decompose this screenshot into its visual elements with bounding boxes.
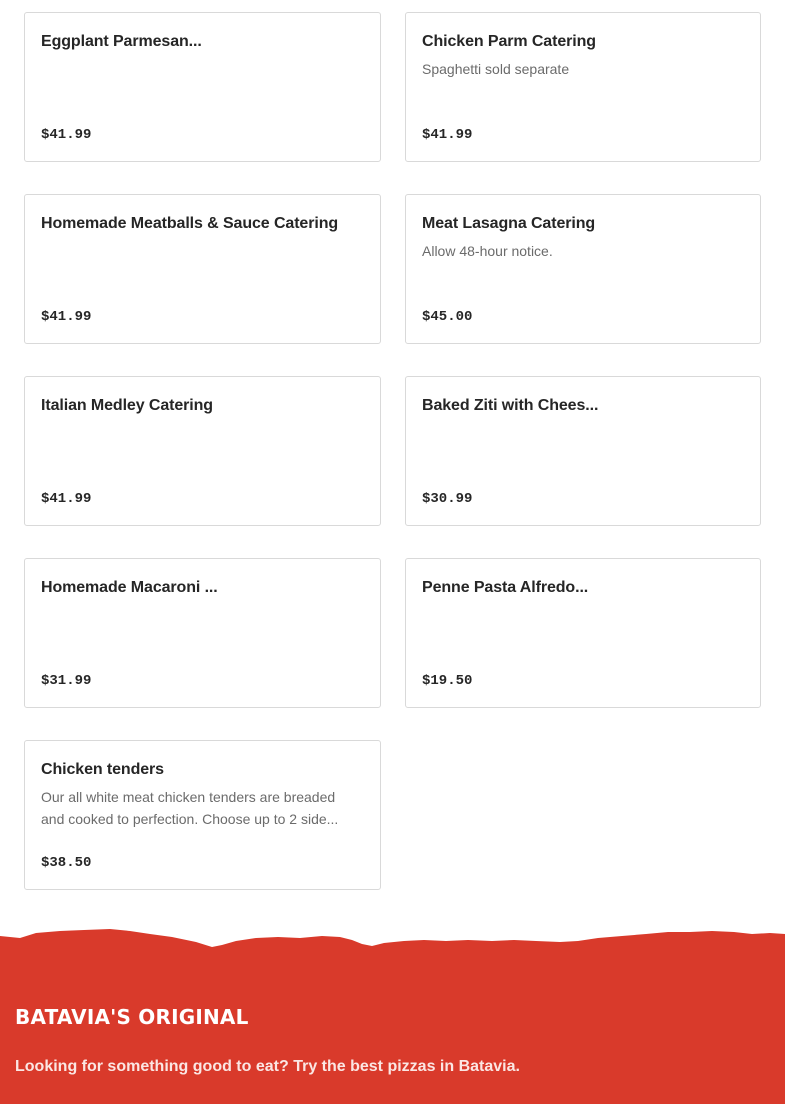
menu-item-title: Chicken Parm Catering [422,33,596,50]
torn-edge-decoration [0,928,785,958]
menu-item-card[interactable] [405,558,761,708]
menu-item-card[interactable] [405,376,761,526]
menu-item-price: $19.50 [422,673,473,689]
menu-item-card[interactable] [405,12,761,162]
torn-edge-shape [0,929,785,958]
menu-item-description: Our all white meat chicken tenders are breaded and cooked to perfection. Choose up to 2 side... [41,789,339,827]
menu-item-title: Homemade Meatballs & Sauce Catering [41,215,339,232]
menu-item-title: Meat Lasagna Catering [422,215,596,232]
footer-title: BATAVIA'S ORIGINAL [15,1005,249,1029]
menu-item-grid [24,12,761,890]
menu-item-title: Homemade Macaroni ... [41,579,218,596]
menu-item-card[interactable] [405,194,761,344]
menu-item-price: $38.50 [41,855,92,871]
menu-item-card[interactable] [24,740,381,890]
menu-item-card[interactable] [24,194,381,344]
menu-item-title: Penne Pasta Alfredo... [422,579,589,596]
menu-item-card[interactable] [24,12,381,162]
menu-item-price: $30.99 [422,491,473,507]
menu-item-price: $41.99 [41,309,92,325]
menu-item-price: $41.99 [41,127,92,143]
footer-tagline: Looking for something good to eat? Try the best pizzas in Batavia. [15,1058,520,1075]
menu-item-title: Italian Medley Catering [41,397,213,414]
menu-item-price: $41.99 [41,491,92,507]
menu-item-price: $45.00 [422,309,473,325]
footer-background [0,956,785,1104]
menu-item-price: $31.99 [41,673,92,689]
menu-item-description: Spaghetti sold separate [422,61,570,77]
menu-item-card[interactable] [24,376,381,526]
menu-item-description: Allow 48-hour notice. [422,243,553,259]
menu-item-title: Baked Ziti with Chees... [422,397,599,414]
menu-item-price: $41.99 [422,127,473,143]
menu-item-title: Chicken tenders [41,761,164,778]
menu-item-card[interactable] [24,558,381,708]
menu-item-title: Eggplant Parmesan... [41,33,202,50]
